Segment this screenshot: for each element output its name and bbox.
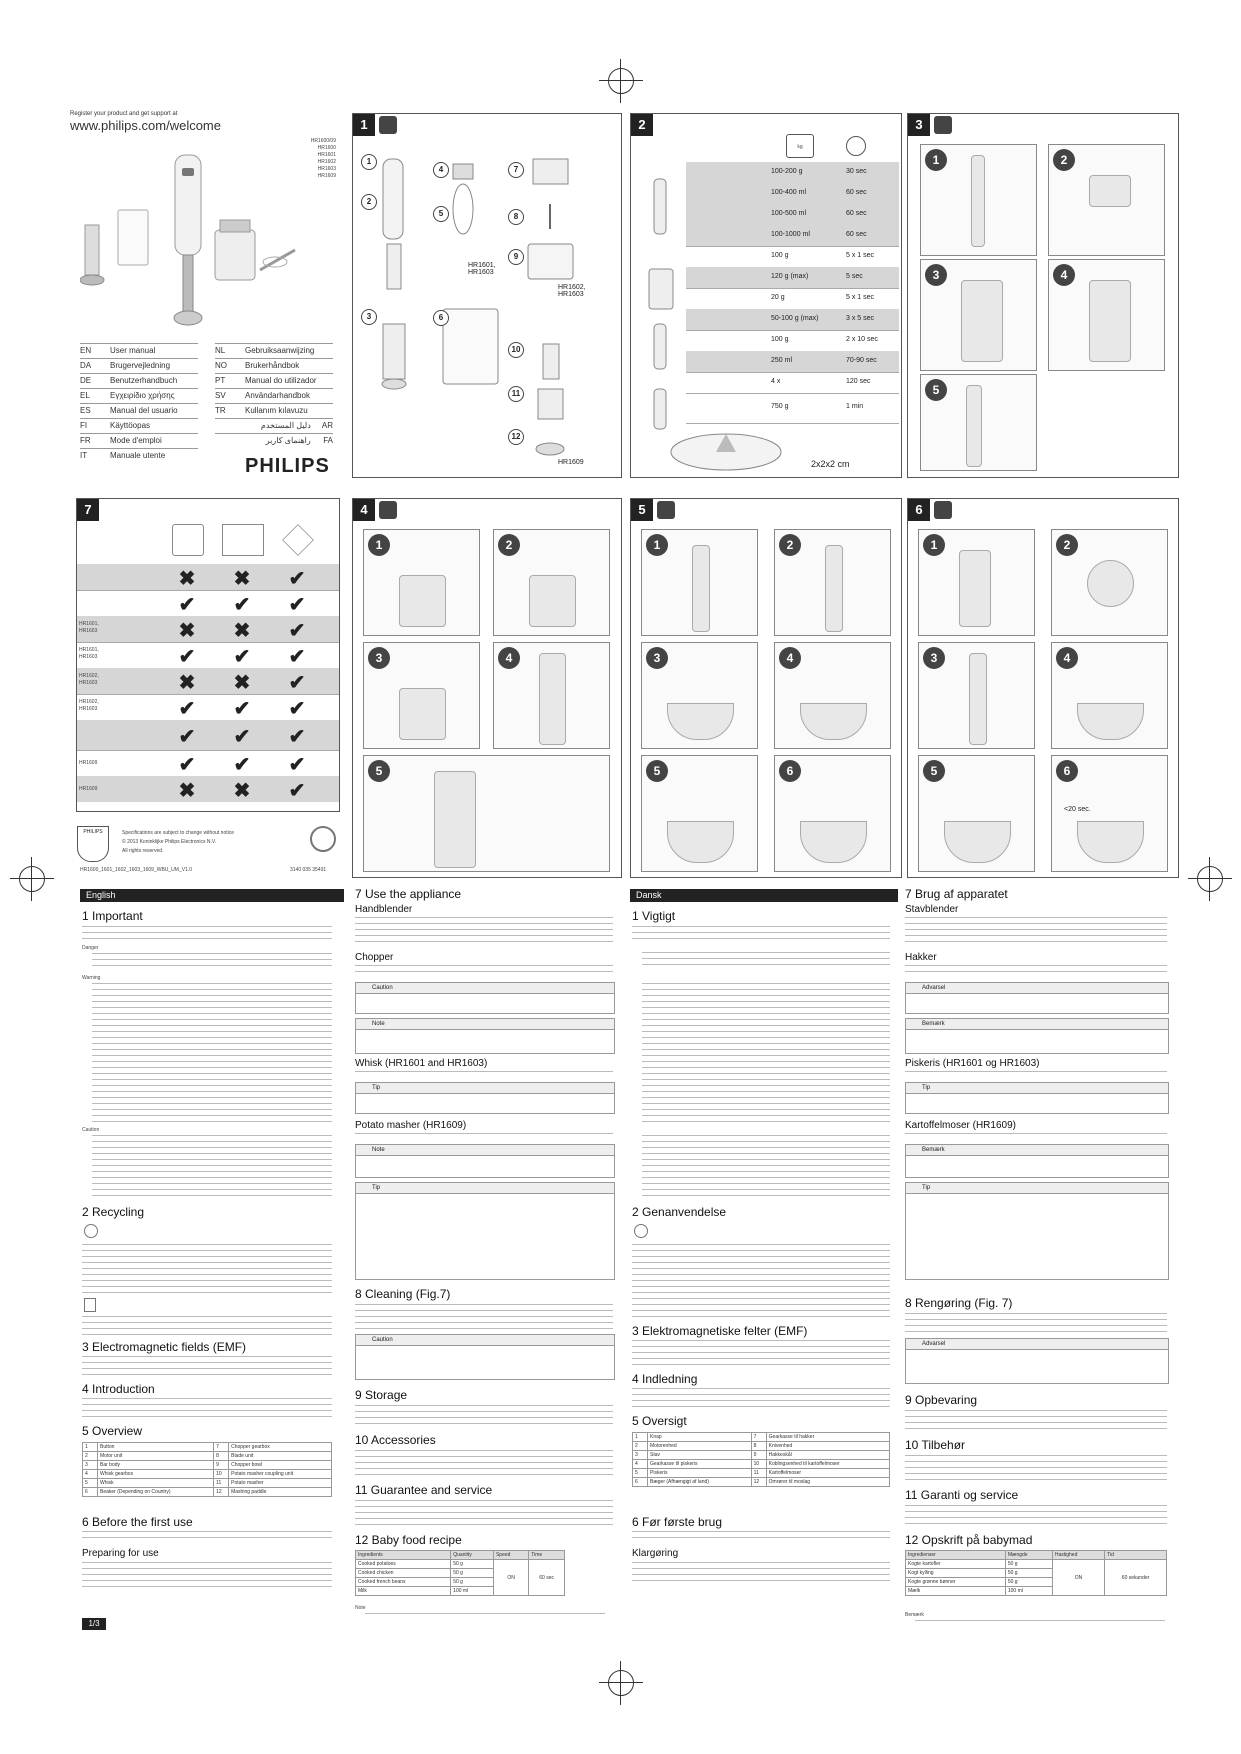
tip-box: Tip xyxy=(905,1082,1169,1114)
masher-icon xyxy=(934,501,952,519)
note-box: Note xyxy=(355,1018,615,1054)
doc-code: HR1600_1601_1602_1603_1609_WBU_UM_V1.0 xyxy=(80,867,193,873)
body-text xyxy=(355,1450,613,1476)
philips-shield-logo: PHILIPS xyxy=(77,826,109,862)
caution-box: Caution xyxy=(355,982,615,1014)
cloth-icon xyxy=(282,524,314,556)
step-cell: 1 xyxy=(920,144,1037,256)
step-cell: 3 xyxy=(641,642,758,749)
warning-box: Advarsel xyxy=(905,982,1169,1014)
section-heading: 12 Opskrift på babymad xyxy=(905,1533,1033,1547)
caution-box: Caution xyxy=(355,1334,615,1380)
step-cell: 2 xyxy=(1051,529,1168,636)
copyright: © 2013 Koninklijke Philips Electronics N.V. xyxy=(122,839,217,845)
warning-heading: Warning xyxy=(82,975,101,981)
table-row: 100-1000 ml 60 sec xyxy=(686,225,899,247)
register-url[interactable]: www.philips.com/welcome xyxy=(70,118,221,133)
figure-panel-7 xyxy=(76,498,340,812)
section-heading: 5 Oversigt xyxy=(632,1414,687,1428)
language-list-left: EN User manual DA Brugervejledning DE Benutzerhandbuch EL Εγχειρίδιο χρήσης ES Manual del usuario FI Käyttöopas FR Mode d'emploi IT Manuale utente xyxy=(80,343,198,463)
panel-number: 3 xyxy=(908,114,930,136)
timer-label: <20 sec. xyxy=(1064,806,1091,813)
table-row: 100-500 ml 60 sec xyxy=(686,204,899,226)
step-cell: 4 xyxy=(493,642,610,749)
body-text xyxy=(905,1505,1167,1525)
section-heading: 10 Accessories xyxy=(355,1433,436,1447)
panel-number: 2 xyxy=(631,114,653,136)
table-row: 750 g 1 min xyxy=(686,393,899,424)
body-text xyxy=(365,1613,605,1619)
section-heading: 10 Tilbehør xyxy=(905,1438,966,1452)
recipe-table: Ingredients Quantity Speed Time Cooked potatoes 50 g ON 60 sec Cooked chicken 50 g Cooked french beans 50 g Milk 100 ml xyxy=(355,1550,565,1596)
subheading: Chopper xyxy=(355,952,394,963)
step-cell: 1 xyxy=(363,529,480,636)
body-text xyxy=(82,1562,332,1592)
philips-logo: PHILIPS xyxy=(245,455,330,477)
part-number: 3 xyxy=(361,309,377,325)
register-text: Register your product and get support at xyxy=(70,111,178,117)
dice-label: 2x2x2 cm xyxy=(811,459,850,469)
section-heading: 9 Storage xyxy=(355,1388,408,1402)
registration-mark xyxy=(1197,866,1223,892)
body-text xyxy=(632,1531,890,1543)
subheading: Piskeris (HR1601 og HR1603) xyxy=(905,1058,1040,1069)
dishwasher-icon xyxy=(222,524,264,556)
table-row: 120 g (max) 5 sec xyxy=(686,267,899,289)
part-number: 10 xyxy=(508,342,524,358)
body-text xyxy=(82,1316,332,1335)
subheading: Kartoffelmoser (HR1609) xyxy=(905,1120,1016,1131)
step-cell: 2 xyxy=(1048,144,1165,256)
table-row: ✔ ✔ ✔ xyxy=(77,720,339,751)
note-heading: Note xyxy=(355,1605,366,1611)
warning-box: Advarsel xyxy=(905,1338,1169,1384)
step-cell: 6 <20 sec. xyxy=(1051,755,1168,872)
table-row: ✖ ✖ ✔ xyxy=(77,564,339,591)
section-heading: 11 Garanti og service xyxy=(905,1488,1019,1502)
body-text xyxy=(92,953,332,967)
body-text xyxy=(915,1620,1165,1626)
spec-note: Specifications are subject to change without notice xyxy=(122,830,235,836)
step-cell: 3 xyxy=(918,642,1035,749)
section-heading: 1 Vigtigt xyxy=(632,909,676,923)
body-text xyxy=(355,1405,613,1425)
body-text xyxy=(632,1298,890,1317)
step-cell: 2 xyxy=(493,529,610,636)
section-heading: 8 Cleaning (Fig.7) xyxy=(355,1287,451,1301)
figure-panel-4 xyxy=(352,498,622,878)
step-cell: 3 xyxy=(920,259,1037,371)
body-text xyxy=(632,1562,890,1582)
recipe-table xyxy=(686,162,899,424)
caution-heading: Caution xyxy=(82,1127,100,1133)
section-heading: 6 Før første brug xyxy=(632,1515,723,1529)
section-heading: 3 Electromagnetic fields (EMF) xyxy=(82,1340,247,1354)
body-text xyxy=(642,983,890,1123)
body-text xyxy=(82,1398,332,1417)
body-text xyxy=(905,965,1167,977)
section-heading: 6 Before the first use xyxy=(82,1515,193,1529)
body-text xyxy=(355,1500,613,1526)
section-heading: 11 Guarantee and service xyxy=(355,1483,493,1497)
body-text xyxy=(82,926,332,939)
step-cell: 1 xyxy=(641,529,758,636)
note-heading: Bemærk xyxy=(905,1612,924,1618)
section-heading: 5 Overview xyxy=(82,1424,143,1438)
table-row: HR1609 ✖ ✖ ✔ xyxy=(77,776,339,802)
part-number: 2 xyxy=(361,194,377,210)
section-heading: 7 Brug af apparatet xyxy=(905,887,1008,901)
subheading: Whisk (HR1601 and HR1603) xyxy=(355,1058,488,1069)
product-illustration xyxy=(80,150,320,330)
figure-panel-6 xyxy=(907,498,1179,878)
model-label: HR1601, HR1603 xyxy=(468,262,496,276)
overview-table: 1 Button 7 Chopper gearbox 2 Motor unit 8 Blade unit 3 Bar body 9 Chopper bowl 4 Whisk gearbox 10 Potato masher coupling unit 5 Whisk 11 Potato masher 6 Beaker (Depending on Country) 12 Mashing paddle xyxy=(82,1442,332,1497)
table-row: HR1601, HR1603 ✔ ✔ ✔ xyxy=(77,642,339,669)
rights: All rights reserved. xyxy=(122,848,164,854)
danger-heading: Danger xyxy=(82,945,99,951)
part-code: 3140 035 35491 xyxy=(290,867,327,873)
body-text xyxy=(92,1135,332,1197)
body-text xyxy=(642,1135,890,1197)
table-row: HR1601, HR1603 ✖ ✖ ✔ xyxy=(77,616,339,643)
model-label: HR1609 xyxy=(558,459,584,466)
body-text xyxy=(905,1133,1167,1139)
body-text xyxy=(632,1388,890,1407)
part-number: 8 xyxy=(508,209,524,225)
masher-icon xyxy=(934,116,952,134)
weight-icon: kg xyxy=(786,134,814,158)
subheading: Preparing for use xyxy=(82,1548,159,1559)
recycle-icon xyxy=(634,1224,648,1238)
section-heading: 12 Baby food recipe xyxy=(355,1533,462,1547)
section-heading: 2 Recycling xyxy=(82,1205,145,1219)
step-cell: 5 xyxy=(920,374,1037,471)
body-text xyxy=(905,1455,1167,1481)
chopper-icon xyxy=(379,501,397,519)
panel-number: 6 xyxy=(908,499,930,521)
table-row: 100 g 2 x 10 sec xyxy=(686,330,899,352)
part-number: 11 xyxy=(508,386,524,402)
step-cell: 5 xyxy=(641,755,758,872)
table-row: 20 g 5 x 1 sec xyxy=(686,288,899,310)
section-heading: 3 Elektromagnetiske felter (EMF) xyxy=(632,1324,808,1338)
note-box: Bemærk xyxy=(905,1144,1169,1178)
figure-panel-3 xyxy=(907,113,1179,478)
panel-number: 5 xyxy=(631,499,653,521)
table-row: HR1602, HR1603 ✖ ✖ ✔ xyxy=(77,668,339,695)
step-cell: 4 xyxy=(1051,642,1168,749)
step-cell: 2 xyxy=(774,529,891,636)
tap-icon xyxy=(172,524,204,556)
panel-number: 1 xyxy=(353,114,375,136)
body-text xyxy=(632,1244,890,1294)
overview-table: 1 Knap 7 Gearkasse til hakker 2 Motorenhed 8 Knivenhed 3 Stav 9 Hakkeskål 4 Gearkasse til piskeris 10 Koblingsenhed til kartoffelmoser 5 Piskeris 11 Kartoffelmoser 6 Bæger (Afhængigt af land) 12 Omrører til moslag xyxy=(632,1432,890,1487)
part-number: 1 xyxy=(361,154,377,170)
body-text xyxy=(92,983,332,1123)
recycle-icon xyxy=(84,1224,98,1238)
body-text xyxy=(355,1133,613,1139)
body-text xyxy=(355,1071,613,1077)
note-box: Note xyxy=(355,1144,615,1178)
step-cell: 5 xyxy=(918,755,1035,872)
recycle-icon xyxy=(310,826,336,852)
body-text xyxy=(632,1340,890,1366)
appliance-sketches xyxy=(639,174,684,434)
part-number: 6 xyxy=(433,310,449,326)
section-heading: 4 Indledning xyxy=(632,1372,698,1386)
table-row: ✔ ✔ ✔ xyxy=(77,590,339,617)
note-box: Bemærk xyxy=(905,1018,1169,1054)
panel-number: 4 xyxy=(353,499,375,521)
body-text xyxy=(905,1071,1167,1077)
body-text xyxy=(355,1304,613,1329)
figure-panel-1 xyxy=(352,113,622,478)
chopper-illustration xyxy=(661,424,791,474)
step-cell: 6 xyxy=(774,755,891,872)
body-text xyxy=(355,917,613,947)
tip-box: Tip xyxy=(355,1182,615,1280)
part-number: 9 xyxy=(508,249,524,265)
part-number: 5 xyxy=(433,206,449,222)
subheading: Hakker xyxy=(905,952,937,963)
recipe-table: Ingredienser Mængde Hastighed Tid Kogte kartofler 50 g ON 60 sekunder Kogt kylling 50 g Kogte grønne bønner 50 g Mælk 100 ml xyxy=(905,1550,1167,1596)
registration-mark xyxy=(608,68,634,94)
table-row: 50-100 g (max) 3 x 5 sec xyxy=(686,309,899,331)
body-text xyxy=(82,1356,332,1375)
figure-panel-5 xyxy=(630,498,902,878)
cleaning-table xyxy=(77,564,339,809)
table-row: 100-200 g 30 sec xyxy=(686,162,899,184)
table-row: 4 x 120 sec xyxy=(686,372,899,394)
body-text xyxy=(82,1531,332,1543)
table-row: 250 ml 70-90 sec xyxy=(686,351,899,373)
language-list-right: NL Gebruiksaanwijzing NO Brukerhåndbok PT Manual do utilizador SV Användarhandbok TR Kullanım kılavuzu دليل المستخدم AR راهنمای کاربر FA xyxy=(215,343,333,448)
body-text xyxy=(642,952,890,966)
table-row: HR1609 ✔ ✔ ✔ xyxy=(77,750,339,777)
blender-icon xyxy=(379,116,397,134)
registration-mark xyxy=(608,1670,634,1696)
step-cell: 4 xyxy=(774,642,891,749)
body-text xyxy=(82,1244,332,1294)
section-heading: 1 Important xyxy=(82,909,143,923)
step-cell: 1 xyxy=(918,529,1035,636)
step-cell: 5 xyxy=(363,755,610,872)
section-heading: 7 Use the appliance xyxy=(355,887,462,901)
whisk-icon xyxy=(657,501,675,519)
page-number: 1/3 xyxy=(82,1618,106,1630)
part-number: 12 xyxy=(508,429,524,445)
subheading: Stavblender xyxy=(905,904,959,915)
tip-box: Tip xyxy=(355,1082,615,1114)
section-heading: 8 Rengøring (Fig. 7) xyxy=(905,1296,1013,1310)
language-header: English xyxy=(80,889,344,902)
section-heading: 2 Genanvendelse xyxy=(632,1205,727,1219)
panel-number: 7 xyxy=(77,499,99,521)
subheading: Handblender xyxy=(355,904,413,915)
body-text xyxy=(355,965,613,977)
registration-mark xyxy=(19,866,45,892)
table-row: HR1602, HR1603 ✔ ✔ ✔ xyxy=(77,694,339,721)
subheading: Potato masher (HR1609) xyxy=(355,1120,467,1131)
parts-diagram xyxy=(353,139,621,474)
table-row: 100 g 5 x 1 sec xyxy=(686,246,899,268)
body-text xyxy=(905,1410,1167,1430)
body-text xyxy=(632,926,890,939)
step-cell: 3 xyxy=(363,642,480,749)
figure-panel-2 xyxy=(630,113,902,478)
body-text xyxy=(905,917,1167,947)
section-heading: 9 Opbevaring xyxy=(905,1393,978,1407)
section-heading: 4 Introduction xyxy=(82,1382,155,1396)
model-list: HR1600/09 HR1600 HR1601 HR1602 HR1603 HR1609 xyxy=(310,138,336,179)
bin-icon xyxy=(84,1298,96,1312)
model-label: HR1602, HR1603 xyxy=(558,284,586,298)
language-header: Dansk xyxy=(630,889,898,902)
part-number: 4 xyxy=(433,162,449,178)
part-number: 7 xyxy=(508,162,524,178)
step-cell: 4 xyxy=(1048,259,1165,371)
table-row: 100-400 ml 60 sec xyxy=(686,183,899,205)
body-text xyxy=(905,1313,1167,1333)
tip-box: Tip xyxy=(905,1182,1169,1280)
subheading: Klargøring xyxy=(632,1548,679,1559)
clock-icon xyxy=(846,136,866,156)
